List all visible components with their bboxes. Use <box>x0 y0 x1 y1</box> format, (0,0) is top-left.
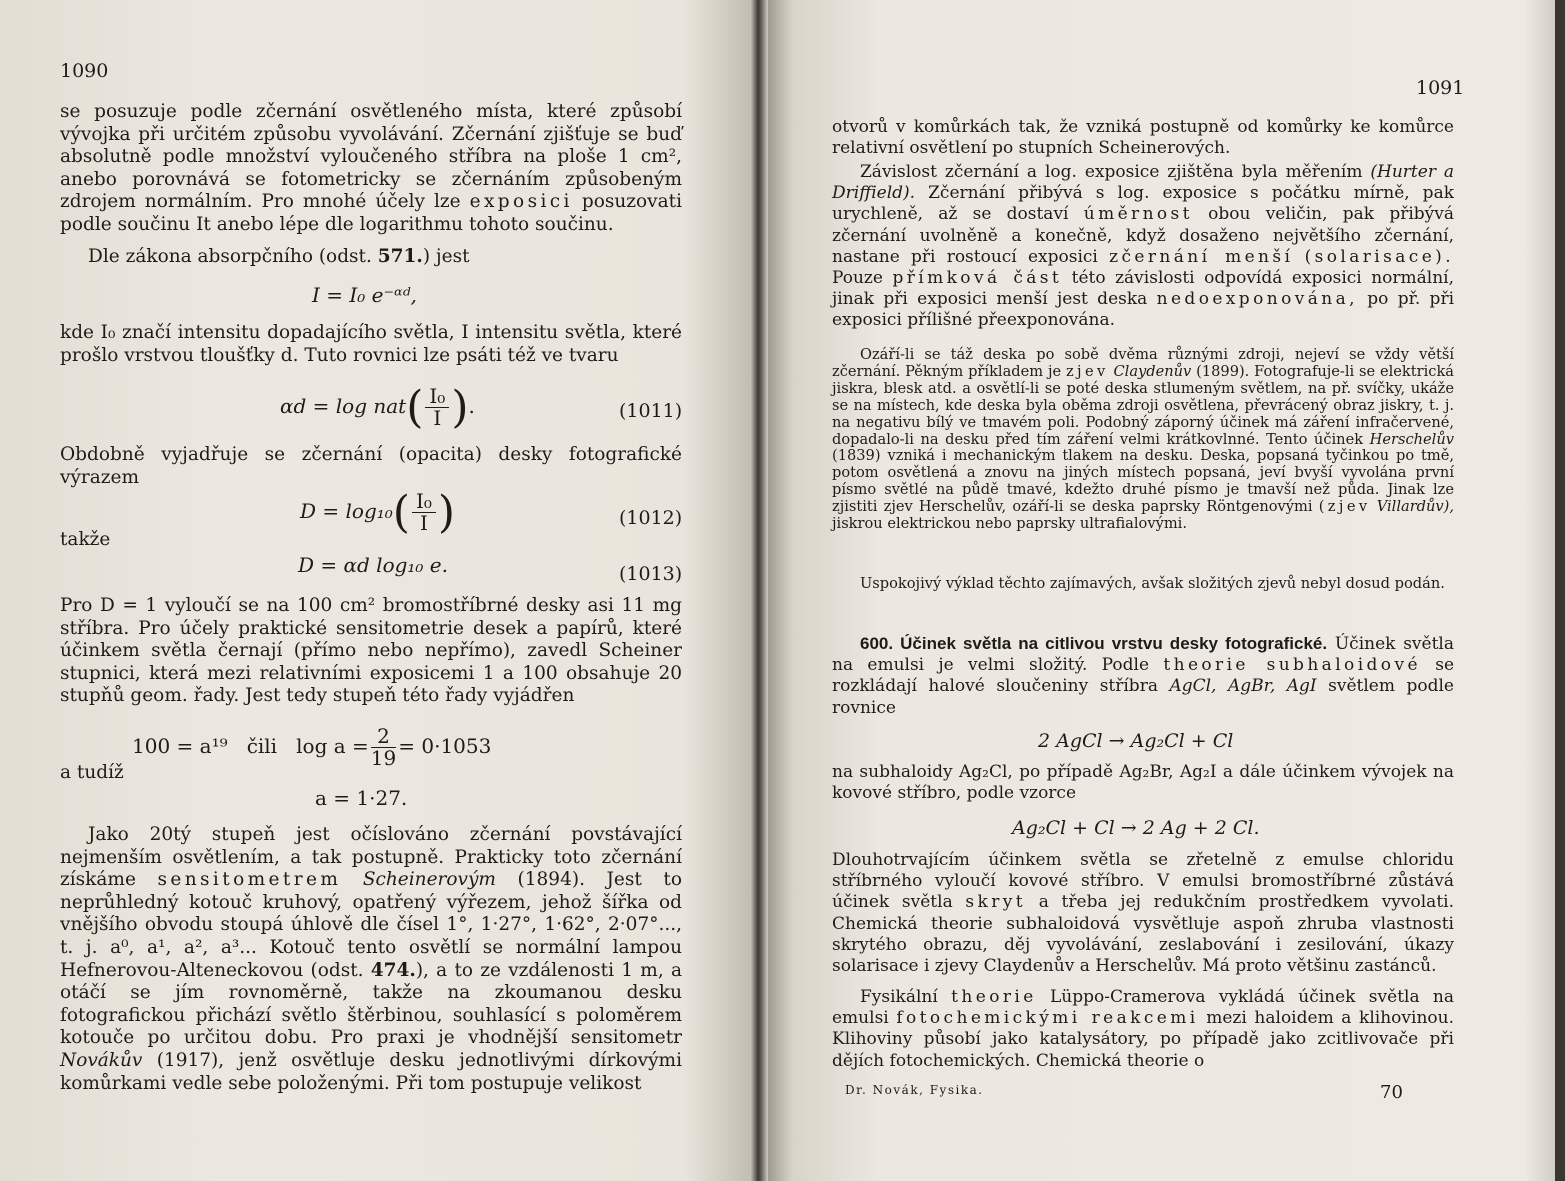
right-paragraph-2: Závislost zčernání a log. exposice zjištěna byla měřením (Hurter a Driffield). Zčernání přibývá s log. exposice s počátku mírně, pak urychleně, až se dostaví úměrnost obou veličin, pak přibývá zčernání uvolněně a konečně, když dosaženo největšího zčernání, nastane při rostoucí exposici zčernání menší (solarisace). Pouze přímková část této závislosti odpovídá exposici normální, jinak při exposici menší jest deska nedoexponována, po př. při exposici přílišné přeexponována. <box>832 162 1455 331</box>
left-paragraph-4: Obdobně vyjadřuje se zčernání (opacita) desky fotografické výrazem <box>60 444 682 488</box>
right-small-paragraph-2: Uspokojivý výklad těchto zajímavých, avšak složitých zjevů nebyl dosud podán. <box>860 575 1445 592</box>
right-paragraph-4: na subhaloidy Ag₂Cl, po případě Ag₂Br, Ag₂I a dále účinkem vývojek na kovové stříbro, podle vzorce <box>832 762 1454 804</box>
right-paragraph-5: Dlouhotrvajícím účinkem světla se zřetelně z emulse chloridu stříbrného vyloučí kovové stříbro. V emulsi bromostříbrné zůstává účinek světla skryt a třeba jej redukčním prostředkem vyvolati. Chemická theorie subhaloidová vysvětluje aspoň zhruba vlastnosti skrytého obrazu, děj vyvolávání, zeslabování i zesilování, úkazy solarisace i zjevy Claydenův a Herschelův. Má proto většinu zastánců. <box>832 850 1454 977</box>
right-paragraph-6: Fysikální theorie Lüppo-Cramerova vykládá účinek světla na emulsi fotochemickými reakcemi mezi haloidem a klihovinou. Klihoviny působí jako katalysátory, po případě jako zcitlivovače při dějích fotochemických. Chemická theorie o <box>832 987 1455 1071</box>
equation-1012-number: (1012) <box>619 507 683 529</box>
equation-1012: D = log₁₀( $\frac{\text{I₀}}{I}$ ) <box>300 487 456 538</box>
left-paragraph-6: Jako 20tý stupeň jest očíslováno zčernání povstávající nejmenším osvětlením, a tak postupně. Prakticky toto zčernání získáme sensitometrem Scheinerovým (1894). Jest to neprůhledný kotouč kruhový, opatřený výřezem, jehož šířka od vnějšího obvodu stoupá úhlově dle čísel 1°, 1·27°, 1·62°, 2·07°..., t. j. a⁰, a¹, a², a³... Kotouč tento osvětlí se normální lampou Hefnerovou-Alteneckovou (odst. 474.), a to ze vzdálenosti 1 m, a otáčí se jím rovnoměrně, takže na zkoumanou desku fotografickou přichází světlo štěrbinou, souhlasící s poloměrem kotouče po určitou dobu. Pro praxi je vhodnější sensitometr Novákův (1917), jenž osvětluje desku jednotlivými dírkovými komůrkami vedle sebe položenými. Při tom postupuje velikost <box>60 824 682 1094</box>
left-paragraph-2: Dle zákona absorpčního (odst. 571.) jest <box>88 246 470 267</box>
right-small-paragraph-1: Ozáří-li se táž deska po sobě dvěma různými zdroji, nejeví se vždy větší zčernání. Pěkným příkladem je zjev Claydenův (1899). Fotografuje-li se elektrická jiskra, blesk atd. a osvětlí-li se poté deska stlumeným světlem, na př. svíčky, ukáže se na místech, kde deska byla oběma zdroji osvětlena, převrácený obraz jiskry, t. j. na negativu bílý ve tmavém poli. Podobný záporný účinek má záření infračervené, dopadalo-li na desku před tím záření velmi krátkovlnné. Tento účinek Herschelův (1839) vzniká i mechanickým tlakem na desku. Deska, popsaná tyčinkou po tmě, potom osvětlená a znovu na jiných místech popsaná, jeví bvyší vyvolána první písmo světlé na půdě tmavé, kdežto druhé písmo je tmavší než půda. Jinak lze zjistiti zjev Herschelův, ozáří-li se deska paprsky Röntgenovými (zjev Villardův), jiskrou elektrickou nebo paprsky ultrafialovými. <box>832 346 1454 533</box>
equation-scheiner: 100 = a¹⁹ čili log a = $\frac{2}{19}$ = 0·1053 <box>132 724 492 770</box>
equation-1013-number: (1013) <box>619 563 683 585</box>
equation-1011-number: (1011) <box>619 400 683 422</box>
equation-1013: D = αd log₁₀ e. <box>298 553 448 577</box>
right-page-number: 1091 <box>1416 77 1465 99</box>
left-paragraph-5: Pro D = 1 vyloučí se na 100 cm² bromostříbrné desky asi 11 mg stříbra. Pro účely praktické sensitometrie desek a papírů, které účinkem světla černají (přímo nebo nepřímo), zavedl Scheiner stupnici, která mezi relativními exposicemi 1 a 100 obsahuje 20 stupňů geom. řady. Jest tedy stupeň této řady vyjádřen <box>60 595 682 707</box>
takze-label: takže <box>60 529 111 550</box>
equation-silver: Ag₂Cl + Cl → 2 Ag + 2 Cl. <box>1012 817 1260 839</box>
equation-a-value: a = 1·27. <box>315 786 408 810</box>
a-tudiz-label: a tudíž <box>60 762 124 783</box>
left-paragraph-1: se posuzuje podle zčernání osvětleného místa, které způsobí vývojka při určitém způsobu vyvolávání. Zčernání zjišťuje se buď absolutně podle množství vyloučeného stříbra na ploše 1 cm², anebo porovnává se fotometricky se zčernáním způsobeným zdrojem normálním. Pro mnohé účely lze exposici posuzovati podle součinu It anebo lépe dle logarithmu tohoto součinu. <box>60 101 682 235</box>
left-paragraph-3: kde I₀ značí intensitu dopadajícího světla, I intensitu světla, které prošlo vrstvou tloušťky d. Tuto rovnici lze psáti též ve tvaru <box>60 322 682 366</box>
equation-absorption: I = I₀ e⁻ᵅᵈ, <box>312 283 417 307</box>
footer-signature: 70 <box>1380 1082 1403 1103</box>
left-page-number: 1090 <box>60 60 109 82</box>
footer-author: Dr. Novák, Fysika. <box>845 1083 984 1097</box>
section-heading: 600. Účinek světla na citlivou vrstvu desky fotografické. <box>860 634 1328 653</box>
section-600: 600. Účinek světla na citlivou vrstvu desky fotografické. Účinek světla na emulsi je velmi složitý. Podle theorie subhaloidové se rozkládají halové sloučeniny stříbra AgCl, AgBr, AgI světlem podle rovnice <box>832 634 1455 718</box>
equation-subhaloid: 2 AgCl → Ag₂Cl + Cl <box>1038 730 1234 752</box>
right-paragraph-1: otvorů v komůrkách tak, že vzniká postupně od komůrky ke komůrce relativní osvětlení po stupních Scheinerových. <box>832 117 1454 159</box>
left-page <box>0 0 760 1181</box>
equation-1011: αd = log nat( $\frac{\text{I₀}}{I}$ ). <box>280 382 475 433</box>
page-edge <box>1555 0 1565 1181</box>
book-gutter <box>750 0 768 1181</box>
